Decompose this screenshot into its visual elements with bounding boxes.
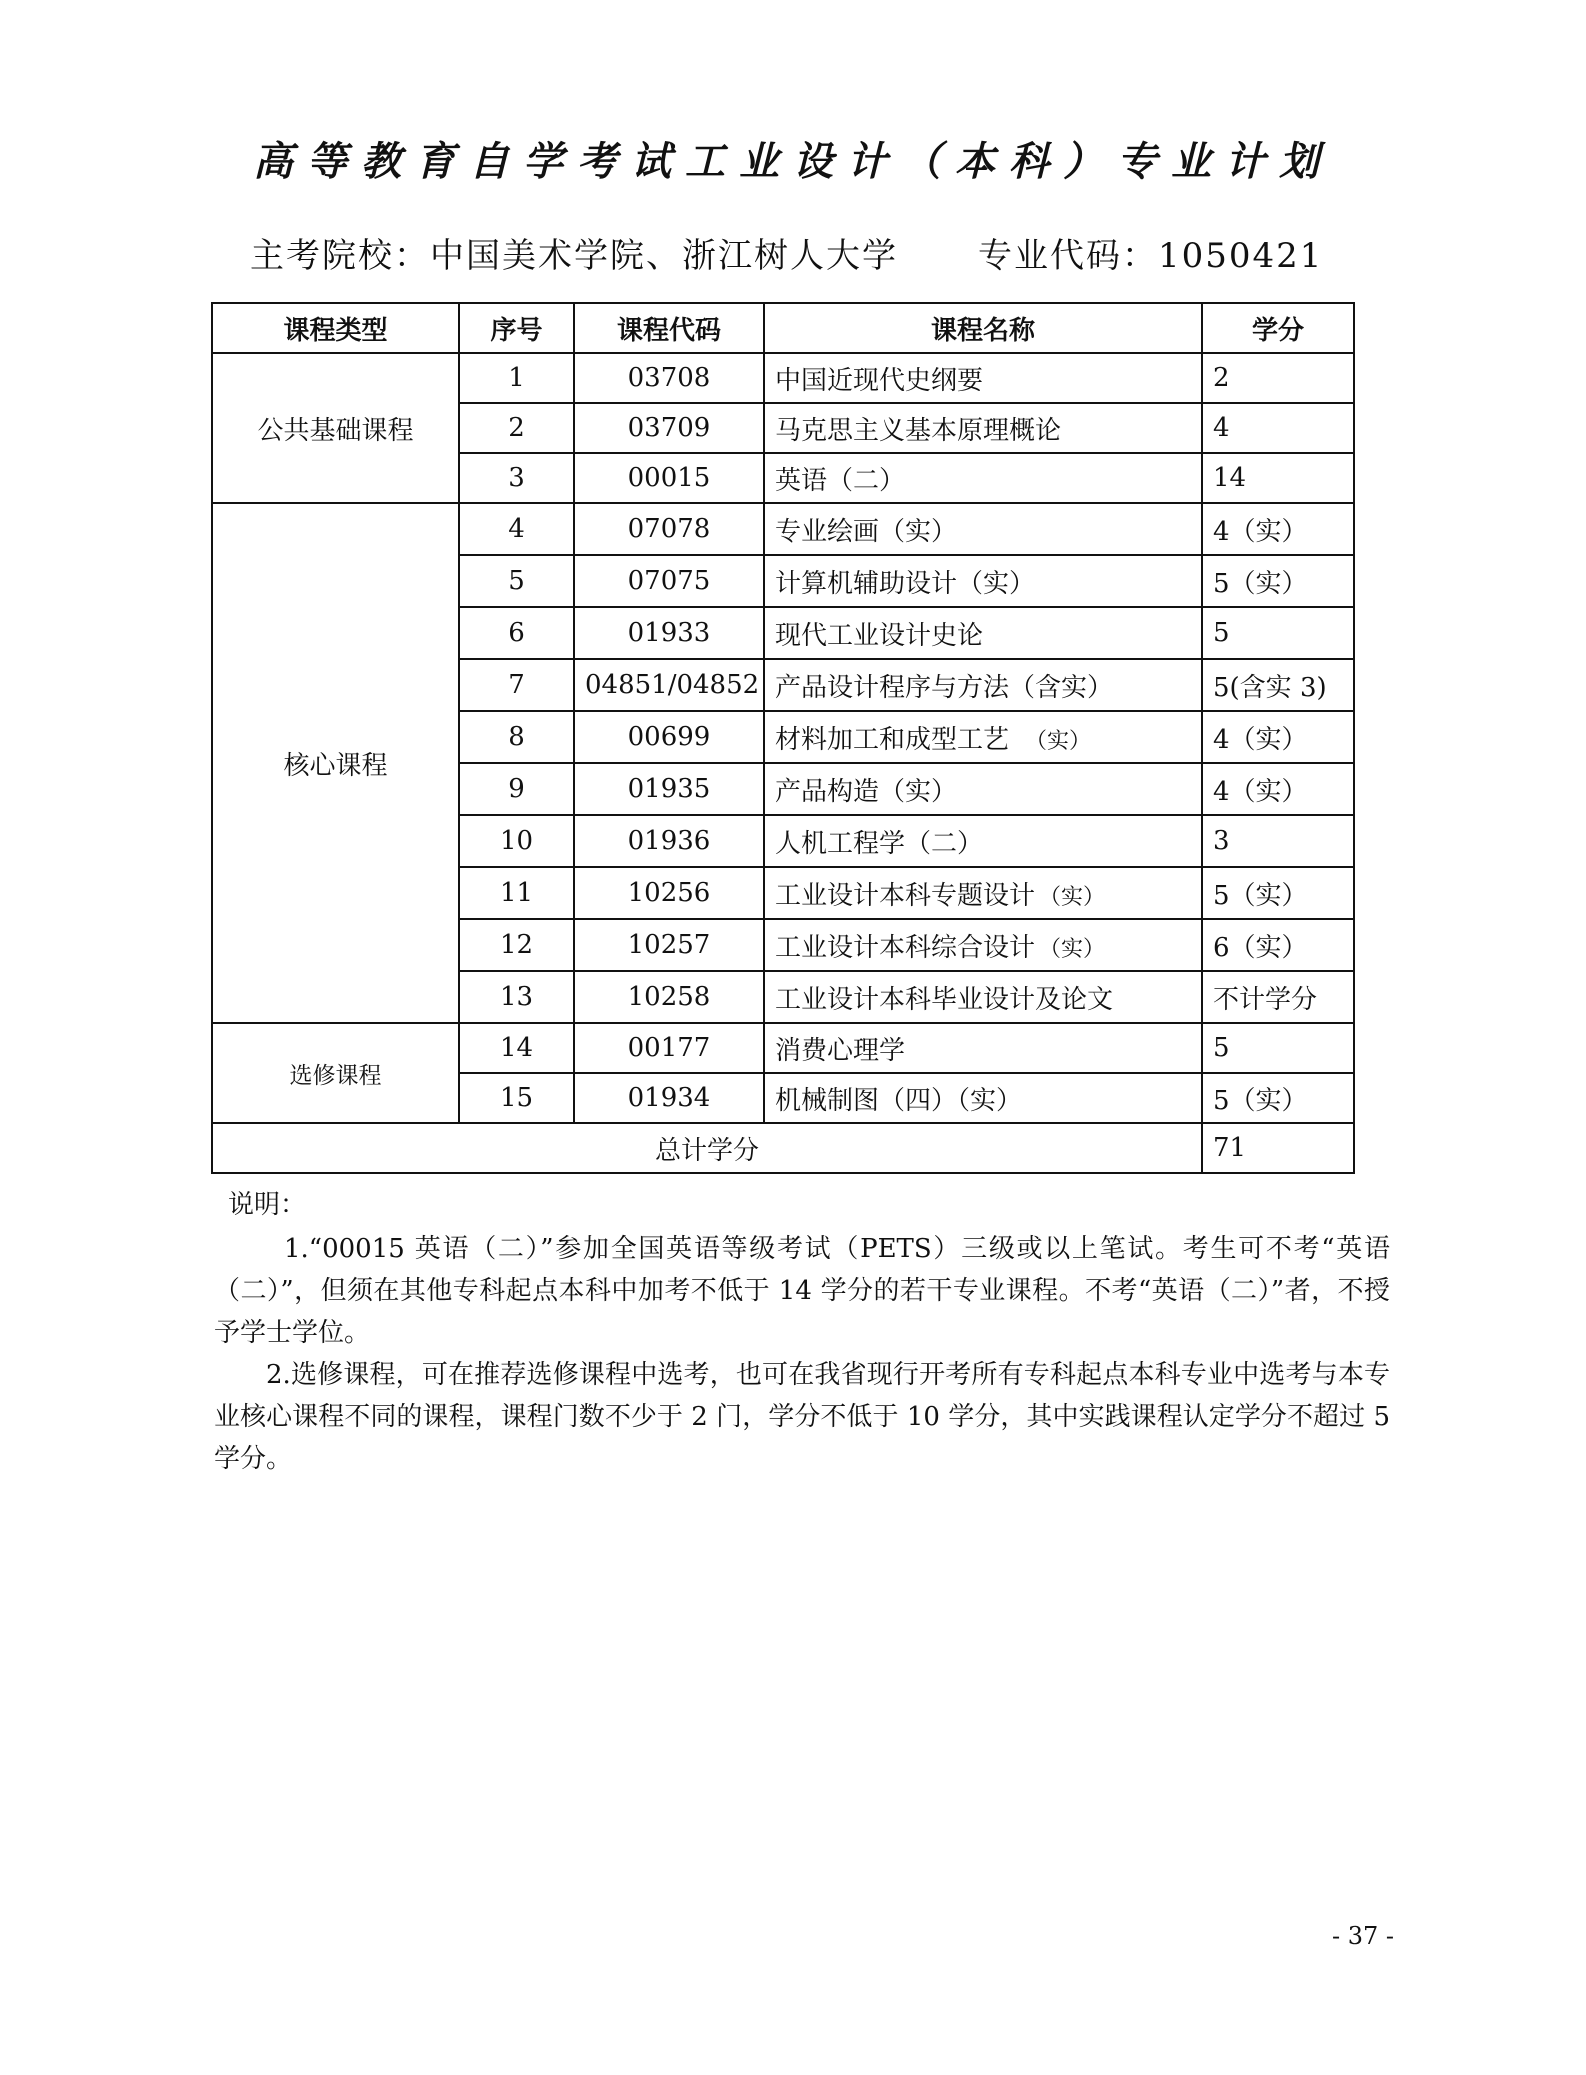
subtitle: [250, 228, 1350, 277]
table-body: [212, 353, 1354, 1123]
course-credit: 不计学分: [1202, 971, 1354, 1023]
course-name-text: 英语（二）: [775, 465, 906, 496]
institutions: 主考院校：中国美术学院、浙江树人大学: [250, 236, 898, 276]
course-no: 5: [459, 555, 574, 607]
course-name: [764, 453, 1202, 503]
course-name: [764, 867, 1202, 919]
course-name-text: 现代工业设计史论: [775, 620, 984, 651]
course-no: 8: [459, 711, 574, 763]
course-code: 07078: [574, 503, 764, 555]
course-name-text: 人机工程学（二）: [775, 828, 984, 859]
course-no: 13: [459, 971, 574, 1023]
course-name-text: 机械制图（四）（实）: [775, 1085, 1023, 1116]
course-name-text: 中国近现代史纲要: [775, 365, 984, 396]
course-no: 7: [459, 659, 574, 711]
course-name-text: 工业设计本科综合设计: [775, 932, 1036, 963]
page-number: - 37 -: [1332, 1922, 1395, 1950]
course-name-text: 产品设计程序与方法（含实）: [775, 672, 1114, 703]
course-category: 公共基础课程: [212, 353, 459, 503]
course-no: 1: [459, 353, 574, 403]
course-name-suffix: （实）: [1025, 728, 1092, 754]
course-no: 4: [459, 503, 574, 555]
header-no: 序号: [459, 303, 574, 353]
course-credit: 6（实）: [1202, 919, 1354, 971]
course-code: 10258: [574, 971, 764, 1023]
course-credit: 4（实）: [1202, 711, 1354, 763]
course-name: [764, 353, 1202, 403]
table-header-row: [212, 303, 1354, 353]
course-name: [764, 971, 1202, 1023]
course-name: [764, 503, 1202, 555]
course-name-text: 工业设计本科专题设计: [775, 880, 1036, 911]
course-credit: 4（实）: [1202, 503, 1354, 555]
note-item-2: 2.选修课程，可在推荐选修课程中选考，也可在我省现行开考所有专科起点本科专业中选考与本专业核心课程不同的课程，课程门数不少于 2 门，学分不低于 10 学分，其中实践课程认定学分不超过 5 学分。: [214, 1360, 1390, 1474]
course-name: [764, 711, 1202, 763]
course-no: 10: [459, 815, 574, 867]
course-code: 00699: [574, 711, 764, 763]
course-credit: 3: [1202, 815, 1354, 867]
course-plan-table: [211, 302, 1355, 1174]
course-code: 04851/04852: [574, 659, 764, 711]
course-code: 03708: [574, 353, 764, 403]
course-credit: 5（实）: [1202, 1073, 1354, 1123]
course-credit: 5（实）: [1202, 555, 1354, 607]
major-code: 专业代码：1050421: [978, 236, 1324, 276]
course-code: 00015: [574, 453, 764, 503]
total-label: 总计学分: [212, 1123, 1202, 1173]
course-code: 10257: [574, 919, 764, 971]
course-code: 10256: [574, 867, 764, 919]
header-code: 课程代码: [574, 303, 764, 353]
course-no: 11: [459, 867, 574, 919]
course-credit: 14: [1202, 453, 1354, 503]
course-name: [764, 403, 1202, 453]
course-name-text: 材料加工和成型工艺: [775, 724, 1010, 755]
course-credit: 5（实）: [1202, 867, 1354, 919]
course-code: 07075: [574, 555, 764, 607]
course-credit: 4: [1202, 403, 1354, 453]
total-row: [212, 1123, 1354, 1173]
course-code: 03709: [574, 403, 764, 453]
notes-heading: 说明：: [228, 1190, 307, 1220]
course-category: 核心课程: [212, 503, 459, 1023]
course-name-text: 计算机辅助设计（实）: [775, 568, 1036, 599]
header-name: 课程名称: [764, 303, 1202, 353]
course-name-text: 工业设计本科毕业设计及论文: [775, 984, 1114, 1015]
course-code: 00177: [574, 1023, 764, 1073]
course-name: [764, 1023, 1202, 1073]
table-row: [212, 1023, 1354, 1073]
table-row: [212, 503, 1354, 555]
course-name: [764, 815, 1202, 867]
course-credit: 5: [1202, 607, 1354, 659]
course-name-text: 消费心理学: [775, 1035, 906, 1066]
course-name-text: 马克思主义基本原理概论: [775, 415, 1062, 446]
course-name: [764, 607, 1202, 659]
course-name: [764, 659, 1202, 711]
course-code: 01936: [574, 815, 764, 867]
course-name-text: 专业绘画（实）: [775, 516, 958, 547]
course-category: 选修课程: [212, 1023, 459, 1123]
course-credit: 5: [1202, 1023, 1354, 1073]
course-name-suffix: （实）: [1039, 884, 1106, 910]
course-code: 01933: [574, 607, 764, 659]
course-name-text: 产品构造（实）: [775, 776, 958, 807]
header-credit: 学分: [1202, 303, 1354, 353]
course-no: 14: [459, 1023, 574, 1073]
table-row: [212, 353, 1354, 403]
course-credit: 5(含实 3): [1202, 659, 1354, 711]
total-value: 71: [1202, 1123, 1354, 1173]
course-no: 12: [459, 919, 574, 971]
course-no: 3: [459, 453, 574, 503]
page-title: 高等教育自学考试工业设计（本科）专业计划: [253, 138, 1333, 185]
course-code: 01934: [574, 1073, 764, 1123]
course-name: [764, 763, 1202, 815]
course-code: 01935: [574, 763, 764, 815]
course-name: [764, 919, 1202, 971]
course-name-suffix: （实）: [1039, 936, 1106, 962]
course-no: 2: [459, 403, 574, 453]
course-name: [764, 555, 1202, 607]
course-no: 9: [459, 763, 574, 815]
course-credit: 4（实）: [1202, 763, 1354, 815]
course-no: 6: [459, 607, 574, 659]
course-no: 15: [459, 1073, 574, 1123]
course-credit: 2: [1202, 353, 1354, 403]
header-category: 课程类型: [212, 303, 459, 353]
note-item-1: 1.“00015 英语（二）”参加全国英语等级考试（PETS）三级或以上笔试。考生可不考“英语（二）”，但须在其他专科起点本科中加考不低于 14 学分的若干专业课程。不考“英语（二）”者，不授予学士学位。: [214, 1234, 1390, 1348]
course-name: [764, 1073, 1202, 1123]
